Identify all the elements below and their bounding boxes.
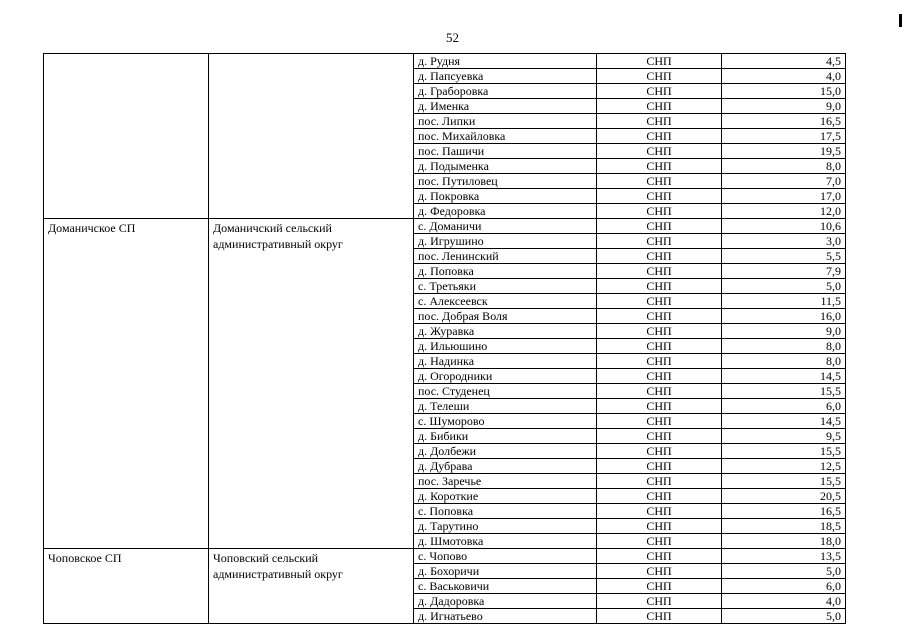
locality-cell: д. Именка bbox=[414, 99, 597, 114]
distance-cell: 7,9 bbox=[722, 264, 846, 279]
distance-cell: 5,0 bbox=[722, 564, 846, 579]
type-cell: СНП bbox=[597, 414, 722, 429]
locality-cell: д. Журавка bbox=[414, 324, 597, 339]
locality-cell: с. Шуморово bbox=[414, 414, 597, 429]
type-cell: СНП bbox=[597, 399, 722, 414]
type-cell: СНП bbox=[597, 144, 722, 159]
distance-cell: 15,5 bbox=[722, 444, 846, 459]
distance-cell: 10,6 bbox=[722, 219, 846, 234]
type-cell: СНП bbox=[597, 579, 722, 594]
distance-cell: 5,0 bbox=[722, 609, 846, 624]
distance-cell: 7,0 bbox=[722, 174, 846, 189]
distance-cell: 14,5 bbox=[722, 414, 846, 429]
type-cell: СНП bbox=[597, 69, 722, 84]
type-cell: СНП bbox=[597, 99, 722, 114]
distance-cell: 9,0 bbox=[722, 99, 846, 114]
locality-cell: д. Покровка bbox=[414, 189, 597, 204]
locality-cell: д. Папсуевка bbox=[414, 69, 597, 84]
settlement-cell: Доманичское СП bbox=[44, 219, 209, 549]
settlement-cell bbox=[44, 54, 209, 219]
locality-cell: д. Игнатьево bbox=[414, 609, 597, 624]
locality-cell: д. Телеши bbox=[414, 399, 597, 414]
distance-cell: 15,5 bbox=[722, 384, 846, 399]
distance-cell: 5,5 bbox=[722, 249, 846, 264]
locality-cell: д. Бибики bbox=[414, 429, 597, 444]
locality-cell: д. Игрушино bbox=[414, 234, 597, 249]
locality-cell: д. Федоровка bbox=[414, 204, 597, 219]
distance-cell: 16,0 bbox=[722, 309, 846, 324]
type-cell: СНП bbox=[597, 609, 722, 624]
locality-cell: д. Подыменка bbox=[414, 159, 597, 174]
locality-cell: д. Надинка bbox=[414, 354, 597, 369]
locality-cell: пос. Путиловец bbox=[414, 174, 597, 189]
locality-cell: с. Поповка bbox=[414, 504, 597, 519]
locality-cell: с. Васьковичи bbox=[414, 579, 597, 594]
type-cell: СНП bbox=[597, 384, 722, 399]
distance-cell: 5,0 bbox=[722, 279, 846, 294]
locality-cell: д. Граборовка bbox=[414, 84, 597, 99]
type-cell: СНП bbox=[597, 339, 722, 354]
type-cell: СНП bbox=[597, 594, 722, 609]
scan-edge-mark bbox=[899, 14, 902, 27]
locality-cell: пос. Студенец bbox=[414, 384, 597, 399]
distance-cell: 17,5 bbox=[722, 129, 846, 144]
locality-cell: пос. Ленинский bbox=[414, 249, 597, 264]
type-cell: СНП bbox=[597, 279, 722, 294]
distance-cell: 4,0 bbox=[722, 69, 846, 84]
distance-cell: 15,0 bbox=[722, 84, 846, 99]
locality-cell: д. Дубрава bbox=[414, 459, 597, 474]
type-cell: СНП bbox=[597, 204, 722, 219]
type-cell: СНП bbox=[597, 54, 722, 69]
distance-cell: 6,0 bbox=[722, 579, 846, 594]
locality-cell: д. Поповка bbox=[414, 264, 597, 279]
locality-cell: д. Рудня bbox=[414, 54, 597, 69]
district-cell: Доманичский сельский административный округ bbox=[209, 219, 414, 549]
locality-cell: пос. Пашичи bbox=[414, 144, 597, 159]
settlement-cell: Чоповское СП bbox=[44, 549, 209, 624]
type-cell: СНП bbox=[597, 84, 722, 99]
distance-cell: 4,5 bbox=[722, 54, 846, 69]
settlement-table bbox=[43, 53, 846, 624]
locality-cell: с. Алексеевск bbox=[414, 294, 597, 309]
type-cell: СНП bbox=[597, 564, 722, 579]
distance-cell: 9,5 bbox=[722, 429, 846, 444]
type-cell: СНП bbox=[597, 444, 722, 459]
type-cell: СНП bbox=[597, 519, 722, 534]
locality-cell: д. Дадоровка bbox=[414, 594, 597, 609]
type-cell: СНП bbox=[597, 294, 722, 309]
locality-cell: пос. Добрая Воля bbox=[414, 309, 597, 324]
type-cell: СНП bbox=[597, 189, 722, 204]
type-cell: СНП bbox=[597, 219, 722, 234]
locality-cell: с. Чопово bbox=[414, 549, 597, 564]
locality-cell: д. Огородники bbox=[414, 369, 597, 384]
locality-cell: с. Третьяки bbox=[414, 279, 597, 294]
locality-cell: д. Шмотовка bbox=[414, 534, 597, 549]
type-cell: СНП bbox=[597, 129, 722, 144]
distance-cell: 17,0 bbox=[722, 189, 846, 204]
type-cell: СНП bbox=[597, 549, 722, 564]
table-body bbox=[44, 54, 846, 624]
distance-cell: 13,5 bbox=[722, 549, 846, 564]
locality-cell: д. Долбежи bbox=[414, 444, 597, 459]
type-cell: СНП bbox=[597, 234, 722, 249]
locality-cell: с. Доманичи bbox=[414, 219, 597, 234]
distance-cell: 9,0 bbox=[722, 324, 846, 339]
type-cell: СНП bbox=[597, 174, 722, 189]
type-cell: СНП bbox=[597, 264, 722, 279]
locality-cell: д. Бохоричи bbox=[414, 564, 597, 579]
locality-cell: пос. Заречье bbox=[414, 474, 597, 489]
district-cell: Чоповский сельский административный округ bbox=[209, 549, 414, 624]
locality-cell: д. Короткие bbox=[414, 489, 597, 504]
distance-cell: 8,0 bbox=[722, 354, 846, 369]
district-cell bbox=[209, 54, 414, 219]
distance-cell: 16,5 bbox=[722, 114, 846, 129]
locality-cell: пос. Михайловка bbox=[414, 129, 597, 144]
distance-cell: 12,0 bbox=[722, 204, 846, 219]
type-cell: СНП bbox=[597, 354, 722, 369]
locality-cell: д. Ильюшино bbox=[414, 339, 597, 354]
locality-cell: пос. Липки bbox=[414, 114, 597, 129]
distance-cell: 3,0 bbox=[722, 234, 846, 249]
table-row bbox=[44, 54, 846, 69]
type-cell: СНП bbox=[597, 504, 722, 519]
distance-cell: 14,5 bbox=[722, 369, 846, 384]
distance-cell: 4,0 bbox=[722, 594, 846, 609]
type-cell: СНП bbox=[597, 534, 722, 549]
distance-cell: 8,0 bbox=[722, 339, 846, 354]
distance-cell: 20,5 bbox=[722, 489, 846, 504]
type-cell: СНП bbox=[597, 159, 722, 174]
type-cell: СНП bbox=[597, 324, 722, 339]
distance-cell: 18,0 bbox=[722, 534, 846, 549]
distance-cell: 8,0 bbox=[722, 159, 846, 174]
distance-cell: 18,5 bbox=[722, 519, 846, 534]
distance-cell: 11,5 bbox=[722, 294, 846, 309]
type-cell: СНП bbox=[597, 249, 722, 264]
type-cell: СНП bbox=[597, 369, 722, 384]
table-row bbox=[44, 219, 846, 234]
distance-cell: 16,5 bbox=[722, 504, 846, 519]
distance-cell: 6,0 bbox=[722, 399, 846, 414]
type-cell: СНП bbox=[597, 474, 722, 489]
page-number: 52 bbox=[446, 30, 459, 45]
type-cell: СНП bbox=[597, 114, 722, 129]
distance-cell: 12,5 bbox=[722, 459, 846, 474]
distance-cell: 15,5 bbox=[722, 474, 846, 489]
type-cell: СНП bbox=[597, 429, 722, 444]
table-row bbox=[44, 549, 846, 564]
type-cell: СНП bbox=[597, 489, 722, 504]
locality-cell: д. Тарутино bbox=[414, 519, 597, 534]
distance-cell: 19,5 bbox=[722, 144, 846, 159]
type-cell: СНП bbox=[597, 459, 722, 474]
type-cell: СНП bbox=[597, 309, 722, 324]
